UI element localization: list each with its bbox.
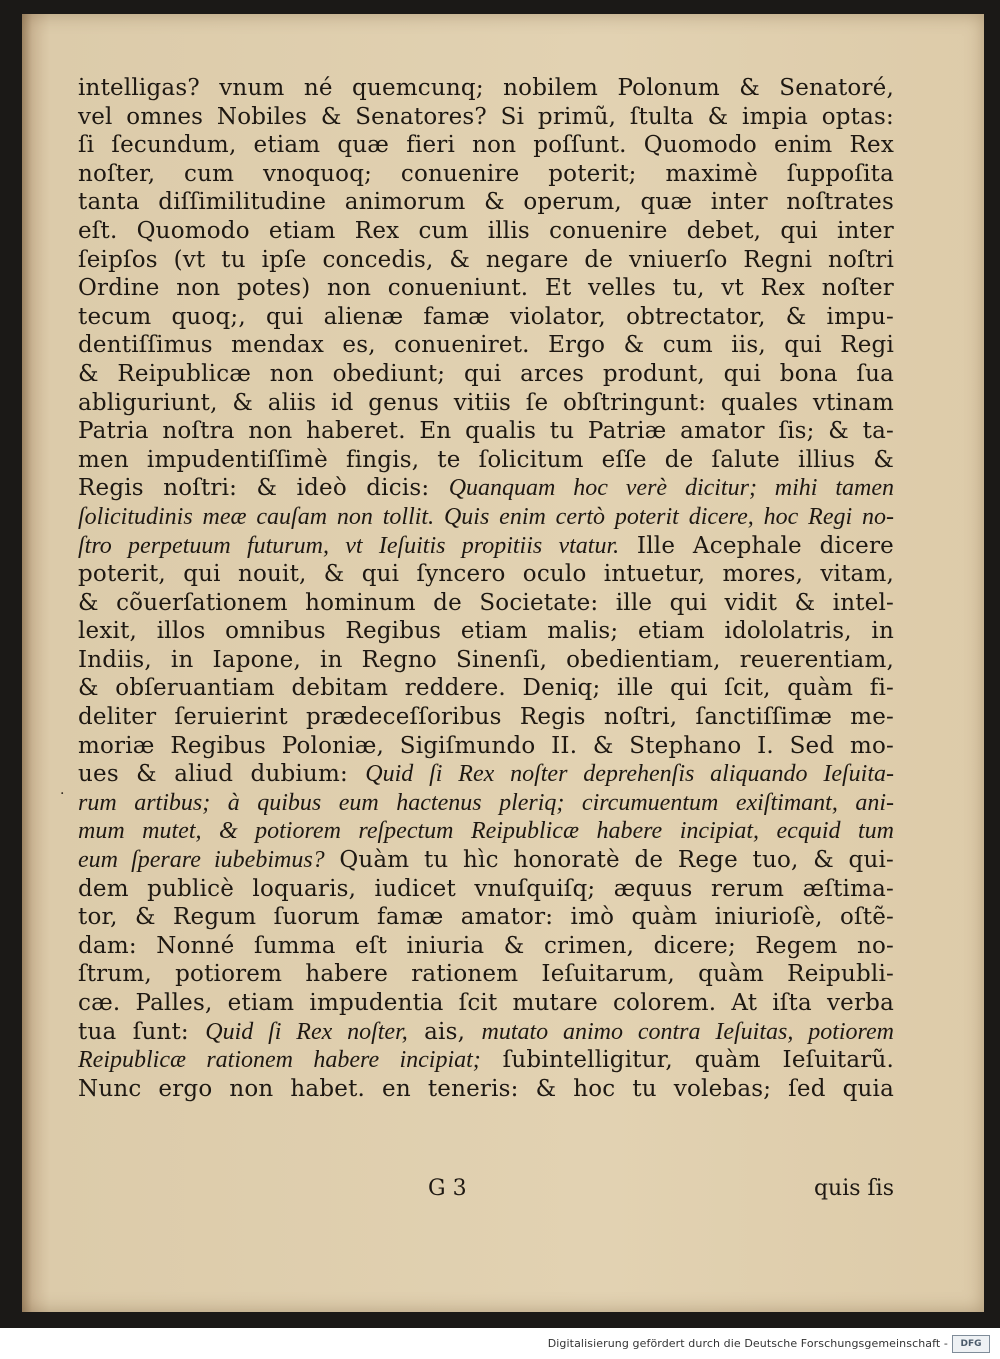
text-line bbox=[78, 1075, 894, 1104]
italic-quotation: rum artibus; à quibus eum hactenus pleriq; circumuentum exiſtimant, ani- bbox=[78, 789, 894, 816]
text-line bbox=[78, 703, 894, 732]
text-segment: & obſeruantiam debitam reddere. Deniq; ille qui ſcit, quàm fi- bbox=[78, 675, 894, 702]
text-segment: eſt. Quomodo etiam Rex cum illis conuenire debet, qui inter bbox=[78, 217, 894, 244]
text-line bbox=[78, 246, 894, 275]
text-segment: men impudentiſſimè fingis, te ſolicitum eſſe de ſalute illius & bbox=[78, 446, 894, 473]
text-segment: moriæ Regibus Poloniæ, Sigiſmundo II. & Stephano I. Sed mo- bbox=[78, 732, 894, 759]
text-segment: lexit, illos omnibus Regibus etiam malis; etiam idololatris, in bbox=[78, 618, 894, 645]
text-line bbox=[78, 732, 894, 761]
text-line bbox=[78, 646, 894, 675]
text-segment: Nunc ergo non habet. en teneris: & hoc tu volebas; ſed quia bbox=[78, 1075, 894, 1102]
italic-quotation: mutato animo contra Ieſuitas, potiorem bbox=[481, 1018, 894, 1045]
italic-quotation: ſtro perpetuum futurum, vt Ieſuitis propitiis vtatur. bbox=[78, 532, 620, 559]
page-body-text bbox=[78, 74, 894, 1103]
italic-quotation: Quid ſi Rex noſter deprehenſis aliquando Ieſuita- bbox=[365, 761, 894, 788]
text-segment: ais, bbox=[407, 1018, 482, 1045]
text-line bbox=[78, 617, 894, 646]
text-segment: Indiis, in Iapone, in Regno Sinenſi, obedientiam, reuerentiam, bbox=[78, 646, 894, 673]
text-line bbox=[78, 589, 894, 618]
text-segment: ſtrum, potiorem habere rationem Ieſuitarum, quàm Reipubli- bbox=[78, 961, 894, 988]
text-segment: tor, & Regum ſuorum famæ amator: imò quàm iniurioſè, oſtẽ- bbox=[78, 904, 894, 931]
text-line bbox=[78, 846, 894, 875]
text-line bbox=[78, 817, 894, 846]
text-line bbox=[78, 331, 894, 360]
text-segment: Ille Acephale dicere bbox=[619, 532, 894, 559]
text-line bbox=[78, 188, 894, 217]
italic-quotation: ſolicitudinis meæ cauſam non tollit. Quis enim certò poterit dicere, hoc Regi no- bbox=[78, 503, 894, 530]
text-segment: tua ſunt: bbox=[78, 1018, 206, 1045]
text-segment: Regis noſtri: & ideò dicis: bbox=[78, 475, 449, 502]
text-segment: ſeipſos (vt tu ipſe concedis, & negare de vniuerſo Regni noſtri bbox=[78, 246, 894, 273]
text-line bbox=[78, 760, 894, 789]
text-line bbox=[78, 474, 894, 503]
text-line bbox=[78, 932, 894, 961]
signature-mark: G 3 bbox=[428, 1176, 467, 1201]
text-line bbox=[78, 789, 894, 818]
text-segment: tanta diſſimilitudine animorum & operum, quæ inter noſtrates bbox=[78, 189, 894, 216]
text-line bbox=[78, 446, 894, 475]
text-segment: dentiſſimus mendax es, conueniret. Ergo & cum iis, qui Regi bbox=[78, 332, 894, 359]
text-segment: vel omnes Nobiles & Senatores? Si primũ, ſtulta & impia optas: bbox=[78, 103, 894, 130]
text-line bbox=[78, 674, 894, 703]
credit-bar bbox=[0, 1328, 1000, 1359]
italic-quotation: Quanquam hoc verè dicitur; mihi tamen bbox=[448, 475, 894, 502]
text-line bbox=[78, 217, 894, 246]
text-segment: & Reipublicæ non obediunt; qui arces produnt, qui bona ſua bbox=[78, 360, 894, 387]
text-segment: ſi ſecundum, etiam quæ fieri non poſſunt. Quomodo enim Rex bbox=[78, 132, 894, 159]
text-segment: & cõuerſationem hominum de Societate: ille qui vidit & intel- bbox=[78, 589, 894, 616]
text-segment: Quàm tu hìc honoratè de Rege tuo, & qui- bbox=[324, 847, 894, 874]
text-line bbox=[78, 103, 894, 132]
catchword: quis ſis bbox=[813, 1176, 894, 1201]
text-segment: ues & aliud dubium: bbox=[78, 761, 366, 788]
text-segment: abliguriunt, & aliis id genus vitiis ſe obſtringunt: quales vtinam bbox=[78, 389, 894, 416]
text-line bbox=[78, 989, 894, 1018]
text-segment: noſter, cum vnoquoq; conuenire poterit; maximè ſuppoſita bbox=[78, 160, 894, 187]
text-segment: Ordine non potes) non conueniunt. Et velles tu, vt Rex noſter bbox=[78, 275, 894, 302]
text-segment: dem publicè loquaris, iudicet vnuſquiſq; æquus rerum æſtima- bbox=[78, 875, 894, 902]
text-line bbox=[78, 360, 894, 389]
text-segment: deliter ſeruierint prædeceſſoribus Regis noſtri, ſanctiſſimæ me- bbox=[78, 704, 894, 731]
text-segment: dam: Nonné ſumma eſt iniuria & crimen, dicere; Regem no- bbox=[78, 932, 894, 959]
funding-credit: Digitalisierung gefördert durch die Deutsche Forschungsgemeinschaft - bbox=[547, 1337, 948, 1350]
text-line bbox=[78, 960, 894, 989]
text-line bbox=[78, 160, 894, 189]
text-segment: intelligas? vnum né quemcunq; nobilem Polonum & Senatoré, bbox=[78, 75, 894, 101]
italic-quotation: Quid ſi Rex noſter, bbox=[205, 1018, 408, 1045]
text-line bbox=[78, 503, 894, 532]
text-line bbox=[78, 903, 894, 932]
italic-quotation: Reipublicæ rationem habere incipiat; bbox=[78, 1047, 481, 1074]
text-line bbox=[78, 1018, 894, 1047]
text-segment: Patria noſtra non haberet. En qualis tu Patriæ amator ſis; & ta- bbox=[78, 418, 894, 445]
italic-quotation: eum ſperare iubebimus? bbox=[78, 847, 325, 874]
text-line bbox=[78, 875, 894, 904]
text-line bbox=[78, 532, 894, 561]
dfg-logo-icon: DFG bbox=[952, 1335, 990, 1353]
text-line bbox=[78, 274, 894, 303]
text-line bbox=[78, 303, 894, 332]
page-footer bbox=[78, 1176, 894, 1206]
text-line bbox=[78, 74, 894, 103]
text-segment: cæ. Palles, etiam impudentia ſcit mutare colorem. At iſta verba bbox=[78, 990, 894, 1016]
book-page bbox=[22, 14, 984, 1312]
text-line bbox=[78, 389, 894, 418]
text-line bbox=[78, 1046, 894, 1075]
text-line bbox=[78, 560, 894, 589]
text-segment: tecum quoq;, qui alienæ famæ violator, obtrectator, & impu- bbox=[78, 303, 894, 330]
text-line bbox=[78, 131, 894, 160]
text-segment: poterit, qui nouit, & qui ſyncero oculo intuetur, mores, vitam, bbox=[78, 561, 894, 588]
margin-mark: · bbox=[60, 786, 65, 802]
italic-quotation: mum mutet, & potiorem reſpectum Reipublicæ habere incipiat, ecquid tum bbox=[78, 818, 894, 845]
text-line bbox=[78, 417, 894, 446]
text-segment: ſubintelligitur, quàm Ieſuitarũ. bbox=[480, 1047, 894, 1074]
